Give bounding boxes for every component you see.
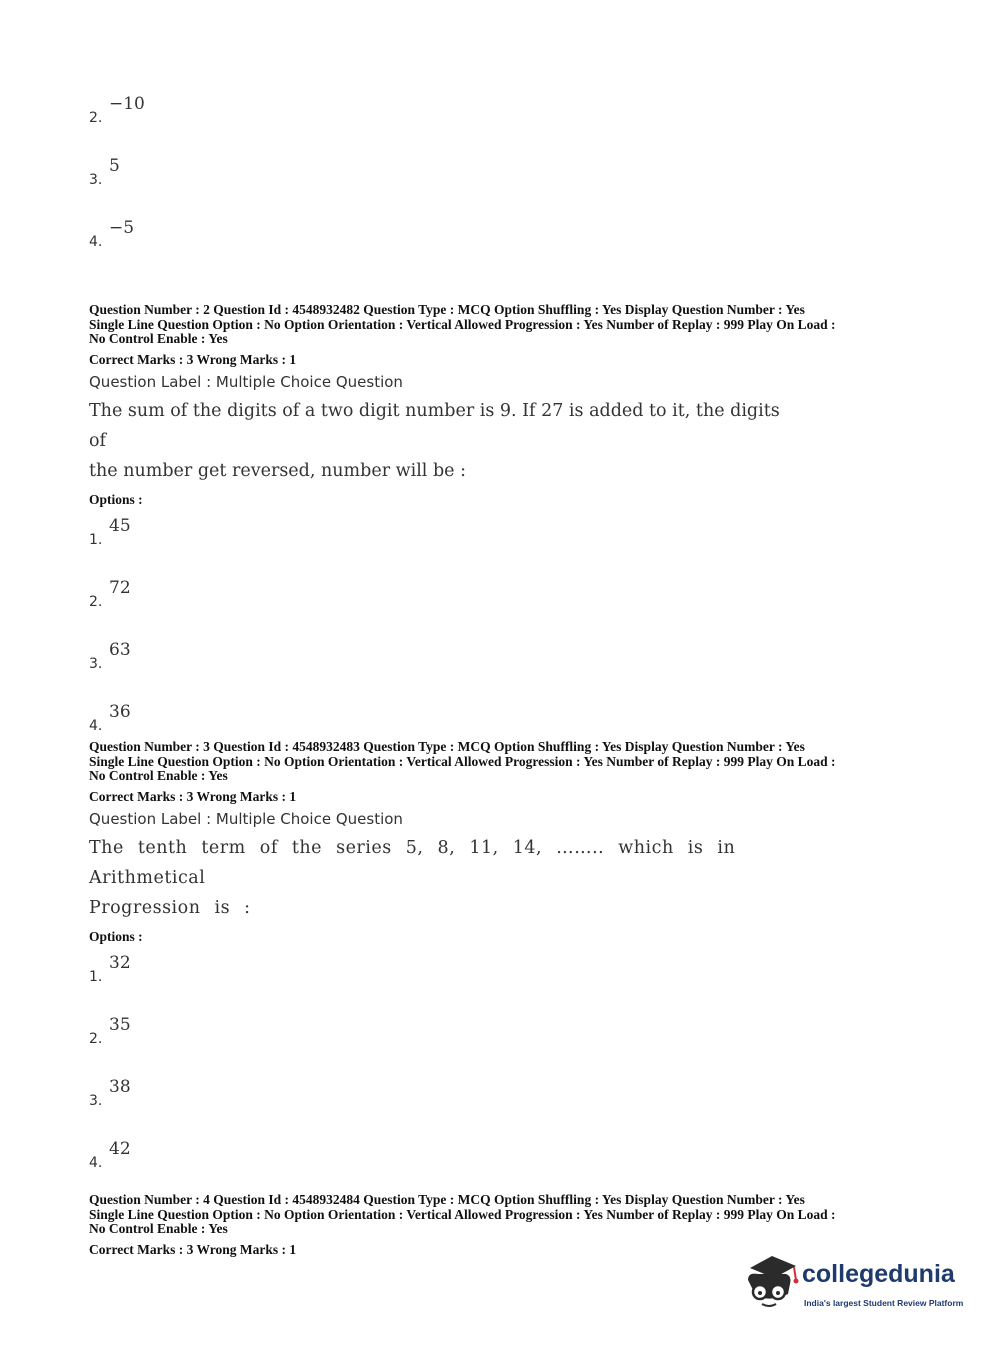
option-number: 2.	[89, 593, 103, 610]
option-value: −5	[109, 218, 135, 238]
question-meta	[89, 740, 919, 784]
marks-line: Correct Marks : 3 Wrong Marks : 1	[89, 1241, 297, 1257]
marks-line: Correct Marks : 3 Wrong Marks : 1	[89, 351, 297, 367]
options-label: Options :	[89, 928, 143, 944]
marks-line: Correct Marks : 3 Wrong Marks : 1	[89, 788, 297, 804]
option-number: 1.	[89, 968, 103, 985]
mascot-icon	[742, 1250, 802, 1312]
logo-tagline: India's largest Student Review Platform	[804, 1298, 964, 1308]
collegedunia-logo[interactable]	[742, 1250, 972, 1320]
meta-line: No Control Enable : Yes	[89, 1221, 228, 1236]
option-item	[89, 1137, 919, 1199]
question-block-2	[89, 303, 919, 762]
question-text	[89, 833, 789, 923]
meta-line: No Control Enable : Yes	[89, 768, 228, 783]
option-value: −10	[109, 94, 145, 114]
option-number: 3.	[89, 1092, 103, 1109]
option-item	[89, 1075, 919, 1137]
option-number: 4.	[89, 717, 103, 734]
option-value: 38	[109, 1076, 131, 1097]
question-block-3	[89, 740, 919, 1199]
meta-line: Question Number : 2 Question Id : 4548932482 Question Type : MCQ Option Shuffling : Yes Display Question Number : Yes	[89, 302, 805, 317]
question-text	[89, 396, 789, 486]
option-number: 3.	[89, 172, 103, 188]
options-list	[89, 951, 919, 1199]
meta-line: Question Number : 4 Question Id : 4548932484 Question Type : MCQ Option Shuffling : Yes Display Question Number : Yes	[89, 1192, 805, 1207]
meta-line: Single Line Question Option : No Option Orientation : Vertical Allowed Progression : Yes Number of Replay : 999 Play On Load :	[89, 753, 836, 769]
question-text-line: Progression is :	[89, 897, 251, 918]
option-value: 63	[109, 639, 131, 660]
option-item	[89, 576, 919, 638]
meta-line: Single Line Question Option : No Option Orientation : Vertical Allowed Progression : Yes Number of Replay : 999 Play On Load :	[89, 1206, 836, 1222]
option-number: 3.	[89, 655, 103, 672]
option-value: 42	[109, 1138, 131, 1159]
option-item	[89, 514, 919, 576]
option-item	[89, 951, 919, 1013]
question-meta	[89, 303, 919, 347]
option-item	[89, 638, 919, 700]
option-number: 4.	[89, 234, 103, 250]
question-text-line: the number get reversed, number will be :	[89, 460, 466, 481]
meta-line: No Control Enable : Yes	[89, 331, 228, 346]
option-value: 72	[109, 577, 131, 598]
options-label: Options :	[89, 491, 143, 507]
option-value: 35	[109, 1014, 131, 1035]
option-item	[89, 1013, 919, 1075]
question-label: Question Label : Multiple Choice Question	[89, 809, 403, 828]
option-number: 2.	[89, 1030, 103, 1047]
option-number: 4.	[89, 1154, 103, 1171]
question-block-4	[89, 1193, 919, 1257]
question-text-line: The tenth term of the series 5, 8, 11, 14, …….. which is in Arithmetical	[89, 837, 736, 888]
option-value: 36	[109, 701, 131, 722]
option-value: 5	[109, 156, 120, 176]
question-text-line: The sum of the digits of a two digit number is 9. If 27 is added to it, the digits of	[89, 400, 780, 451]
options-list	[89, 514, 919, 762]
option-value: 45	[109, 515, 131, 536]
option-value: 32	[109, 952, 131, 973]
meta-line: Single Line Question Option : No Option Orientation : Vertical Allowed Progression : Yes Number of Replay : 999 Play On Load :	[89, 316, 836, 332]
meta-line: Question Number : 3 Question Id : 4548932483 Question Type : MCQ Option Shuffling : Yes Display Question Number : Yes	[89, 739, 805, 754]
option-number: 2.	[89, 110, 103, 126]
option-number: 1.	[89, 531, 103, 548]
question-label: Question Label : Multiple Choice Question	[89, 372, 403, 391]
question-meta	[89, 1193, 919, 1237]
logo-wordmark: collegedunia	[802, 1260, 955, 1288]
